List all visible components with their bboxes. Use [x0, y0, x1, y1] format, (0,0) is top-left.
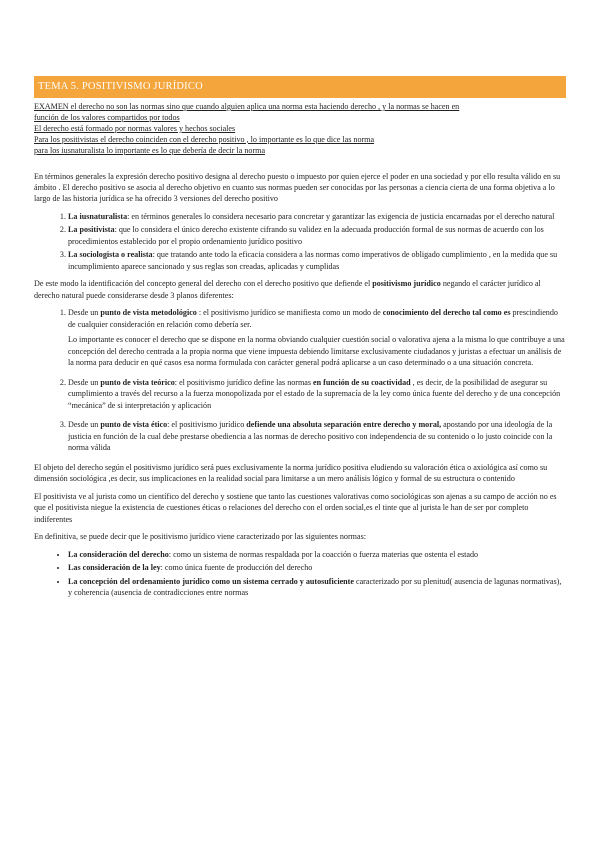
bold-term: conocimiento del derecho tal como es [382, 308, 511, 318]
item-text: : como un sistema de normas respaldada por la coacción o fuerza materias que ostenta el estado [168, 549, 479, 559]
bold-term: punto de vista ético [100, 420, 168, 430]
versions-list [34, 211, 566, 272]
intro-paragraph: En términos generales la expresión derecho positivo designa al derecho puesto o impuesto por quien ejerce el poder en una sociedad y por ello resulta válido en su ámbito . El derecho positivo se asocia al derecho objetivo en cuanto sus normas pueden ser conocidas por las personas a ciencia cierta de una forma objetiva a lo largo de las historia jurídica se ha ofrecido 3 versiones del derecho positivo [34, 171, 561, 204]
text-run: prescindiendo de cualquier consideración en relación como debería ser. [68, 308, 558, 329]
item-term: La consideración del derecho [68, 549, 169, 559]
text-run: Desde un [68, 420, 101, 430]
text-run: apostando por una ideología de la justicia en función de la cual debe prestarse obediencia a las normas de derecho positivo con independencia de su contenido o lo justo coincide con la norma válida [68, 420, 553, 453]
list-item [68, 307, 566, 368]
document-page [34, 76, 566, 605]
item-text: : que tratando ante todo la eficacia considera a las normas como imperativos de obligado cumplimiento , en la medida que su incumplimiento aparece sancionado y sus reglas son creadas, aplicadas y cumplidas [68, 250, 558, 271]
object-paragraph: El objeto del derecho según el positivismo jurídico será pues exclusivamente la norma jurídico positiva eludiendo su valoración ética o axiológica así como su dimensión sociológica ,es decir, sus implicaciones en la realidad social para limitarse a un mero análisis lógico y formal de su estructura o contenido [34, 462, 548, 484]
planes-list [34, 307, 566, 453]
sub-paragraph: Lo importante es conocer el derecho que se dispone en la norma obviando cualquier cuestión social o valorativa ajena a la misma lo que contribuye a una concepción del derecho centrada a la propia norma que viene impuesta debiendo limitarse exclusivamente ciudadanos y juristas a efectuar un análisis de la norma para deducir en qué casos esa norma formulada con carácter general podrá aplicarse a un caso determinado o a una situación concreta. [68, 335, 565, 368]
planes-intro [34, 278, 566, 301]
bold-term: en función de su coactividad [313, 377, 411, 387]
text-run: : el positivismo jurídico se manifiesta como un modo de [196, 308, 383, 318]
text-run: De este modo la identificación del concepto general del derecho con el derecho positivo que defiende el [34, 279, 373, 289]
item-term: La iusnaturalista [68, 211, 128, 221]
bold-term: defiende una absoluta separación entre derecho y moral, [246, 420, 442, 430]
item-text: : que lo considera el único derecho existente cifrando su validez en la adecuada producción formal de sus normas de acuerdo con los procedimientos establecido por el propio ordenamiento jurídico positivo [68, 225, 544, 246]
bold-term: punto de vista metodológico [100, 308, 197, 318]
item-term: Las consideración de la ley [68, 563, 161, 573]
text-run: , es decir, de la posibilidad de asegurar su cumplimiento a través del recurso a la fuerza monopolizada por el estado de la supremacía de la ley como única fuente del derecho y de una concepción “mecánica” de si interpretación y aplicación [68, 377, 561, 410]
item-term: La concepción del ordenamiento jurídico como un sistema cerrado y autosuficiente [68, 576, 354, 586]
jurist-paragraph: El positivista ve al jurista como un científico del derecho y sostiene que tanto las cuestiones valorativas como sociológicas son ajenas a su campo de acción no es que el positivista niegue la existencia de cuestiones éticas o relaciones del derecho con el orden social,es el tinte que al jurista le han de ser por completo indiferentes [34, 491, 557, 524]
list-item [68, 576, 566, 599]
list-item [68, 377, 566, 411]
list-item [68, 549, 566, 560]
exam-note: EXAMEN el derecho no son las normas sino que cuando alguien aplica una norma esta haciendo derecho , y la normas se hacen en [34, 101, 460, 111]
item-text: : en términos generales lo considera necesario para concretar y garantizar las exigencia de justicia encarnadas por el derecho natural [127, 211, 555, 221]
exam-note: para los iusnaturalista lo importante es lo que debería de decir la norma [34, 145, 266, 155]
text-run: : el positivismo jurídico [167, 420, 247, 430]
text-run: Desde un [68, 377, 101, 387]
bold-term: punto de vista teórico [100, 377, 175, 387]
list-item [68, 562, 566, 573]
item-term: La positivista [68, 225, 115, 235]
exam-note: función de los valores compartidos por todos [34, 112, 180, 122]
item-term: La sociologista o realista [68, 250, 153, 260]
text-run: : el positivismo jurídico define las normas [174, 377, 314, 387]
topic-title-banner [34, 76, 566, 98]
list-item [68, 211, 566, 222]
exam-note: Para los positivistas el derecho coinciden con el derecho positivo , lo importante es lo que dice las norma [34, 134, 375, 144]
bold-term: positivismo jurídico [372, 279, 441, 289]
notes-intro: En definitiva, se puede decir que le positivismo jurídico viene caracterizado por las siguientes normas: [34, 532, 366, 542]
text-run: negando el carácter jurídico al derecho natural puede considerarse desde 3 planos diferentes: [34, 279, 541, 300]
exam-note: El derecho está formado por normas valores y hechos sociales [34, 123, 236, 133]
exam-notes [34, 102, 566, 157]
item-text: caracterizado por su plenitud( ausencia de lagunas normativas), y coherencia (ausencia de contradicciones entre normas [68, 576, 562, 598]
notes-list [34, 549, 566, 599]
text-run: Desde un [68, 308, 101, 318]
list-item [68, 249, 566, 272]
list-item [68, 419, 566, 453]
list-item [68, 224, 566, 247]
item-text: : como única fuente de producción del derecho [160, 563, 313, 573]
topic-title: TEMA 5. POSITIVISMO JURÍDICO [38, 81, 203, 92]
